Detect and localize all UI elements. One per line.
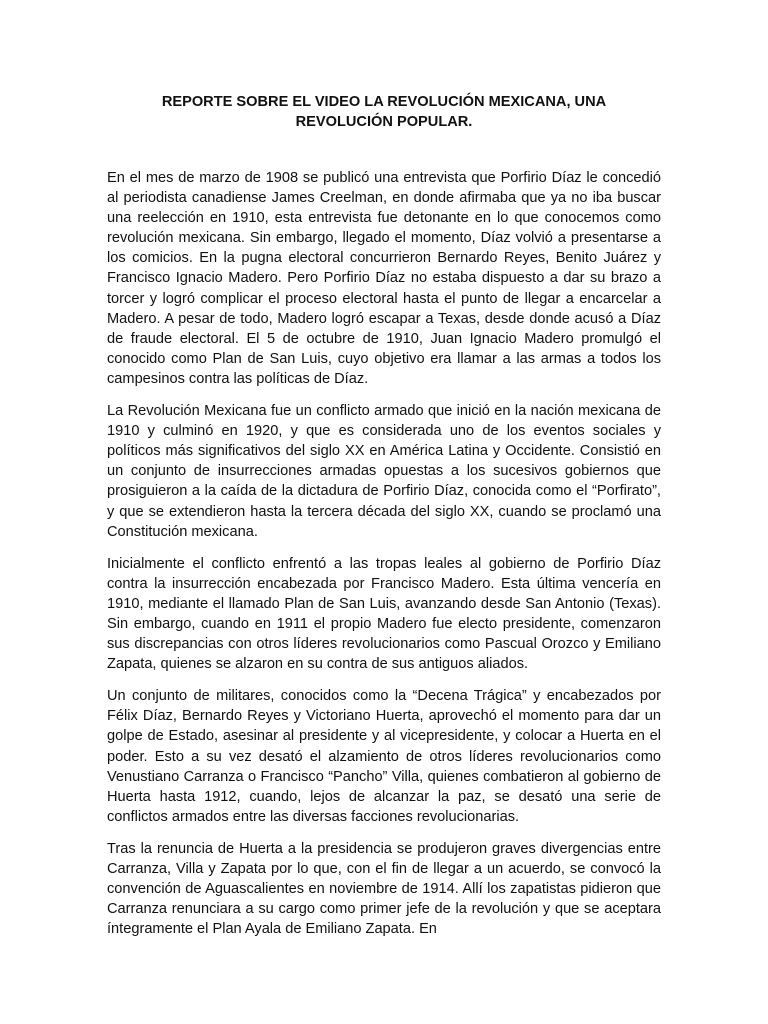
document-body [107,168,661,951]
title-line-1: REPORTE SOBRE EL VIDEO LA REVOLUCIÓN MEXICANA, UNA [161,94,607,110]
paragraph-3: Inicialmente el conflicto enfrentó a las tropas leales al gobierno de Porfirio Díaz contra la insurrección encabezada por Francisco Madero. Esta última vencería en 1910, mediante el llamado Plan de San Luis, avanzando desde San Antonio (Texas). Sin embargo, cuando en 1911 el propio Madero fue electo presidente, comenzaron sus discrepancias con otros líderes revolucionarios como Pascual Orozco y Emiliano Zapata, quienes se alzaron en su contra de sus antiguos aliados. [107,555,661,673]
paragraph-5: Tras la renuncia de Huerta a la presidencia se produjeron graves divergencias entre Carranza, Villa y Zapata por lo que, con el fin de llegar a un acuerdo, se convocó la convención de Aguascalientes en noviembre de 1914. Allí los zapatistas pidieron que Carranza renunciara a su cargo como primer jefe de la revolución y que se aceptara íntegramente el Plan Ayala de Emiliano Zapata. En [107,840,661,938]
paragraph-1: En el mes de marzo de 1908 se publicó una entrevista que Porfirio Díaz le concedió al periodista canadiense James Creelman, en donde afirmaba que ya no iba buscar una reelección en 1910, esta entrevista fue detonante en lo que conocemos como revolución mexicana. Sin embargo, llegado el momento, Díaz volvió a presentarse a los comicios. En la pugna electoral concurrieron Bernardo Reyes, Benito Juárez y Francisco Ignacio Madero. Pero Porfirio Díaz no estaba dispuesto a dar su brazo a torcer y logró complicar el proceso electoral hasta el punto de llegar a encarcelar a Madero. A pesar de todo, Madero logró escapar a Texas, desde donde acusó a Díaz de fraude electoral. El 5 de octubre de 1910, Juan Ignacio Madero promulgó el conocido como Plan de San Luis, cuyo objetivo era llamar a las armas a todos los campesinos contra las políticas de Díaz. [107,170,661,387]
title-line-2: REVOLUCIÓN POPULAR. [295,114,473,130]
document-title [100,92,668,132]
paragraph-4: Un conjunto de militares, conocidos como la “Decena Trágica” y encabezados por Félix Díaz, Bernardo Reyes y Victoriano Huerta, aprovechó el momento para dar un golpe de Estado, asesinar al presidente y al vicepresidente, y colocar a Huerta en el poder. Esto a su vez desató el alzamiento de otros líderes revolucionarios como Venustiano Carranza o Francisco “Pancho” Villa, quienes combatieron al gobierno de Huerta hasta 1912, cuando, lejos de alcanzar la paz, se desató una serie de conflictos armados entre las diversas facciones revolucionarias. [107,688,661,825]
paragraph-2: La Revolución Mexicana fue un conflicto armado que inició en la nación mexicana de 1910 y culminó en 1920, y que es considerada uno de los eventos sociales y políticos más significativos del siglo XX en América Latina y Occidente. Consistió en un conjunto de insurrecciones armadas opuestas a los sucesivos gobiernos que prosiguieron a la caída de la dictadura de Porfirio Díaz, conocida como el “Porfirato”, y que se extendieron hasta la tercera década del siglo XX, cuando se proclamó una Constitución mexicana. [107,403,661,540]
